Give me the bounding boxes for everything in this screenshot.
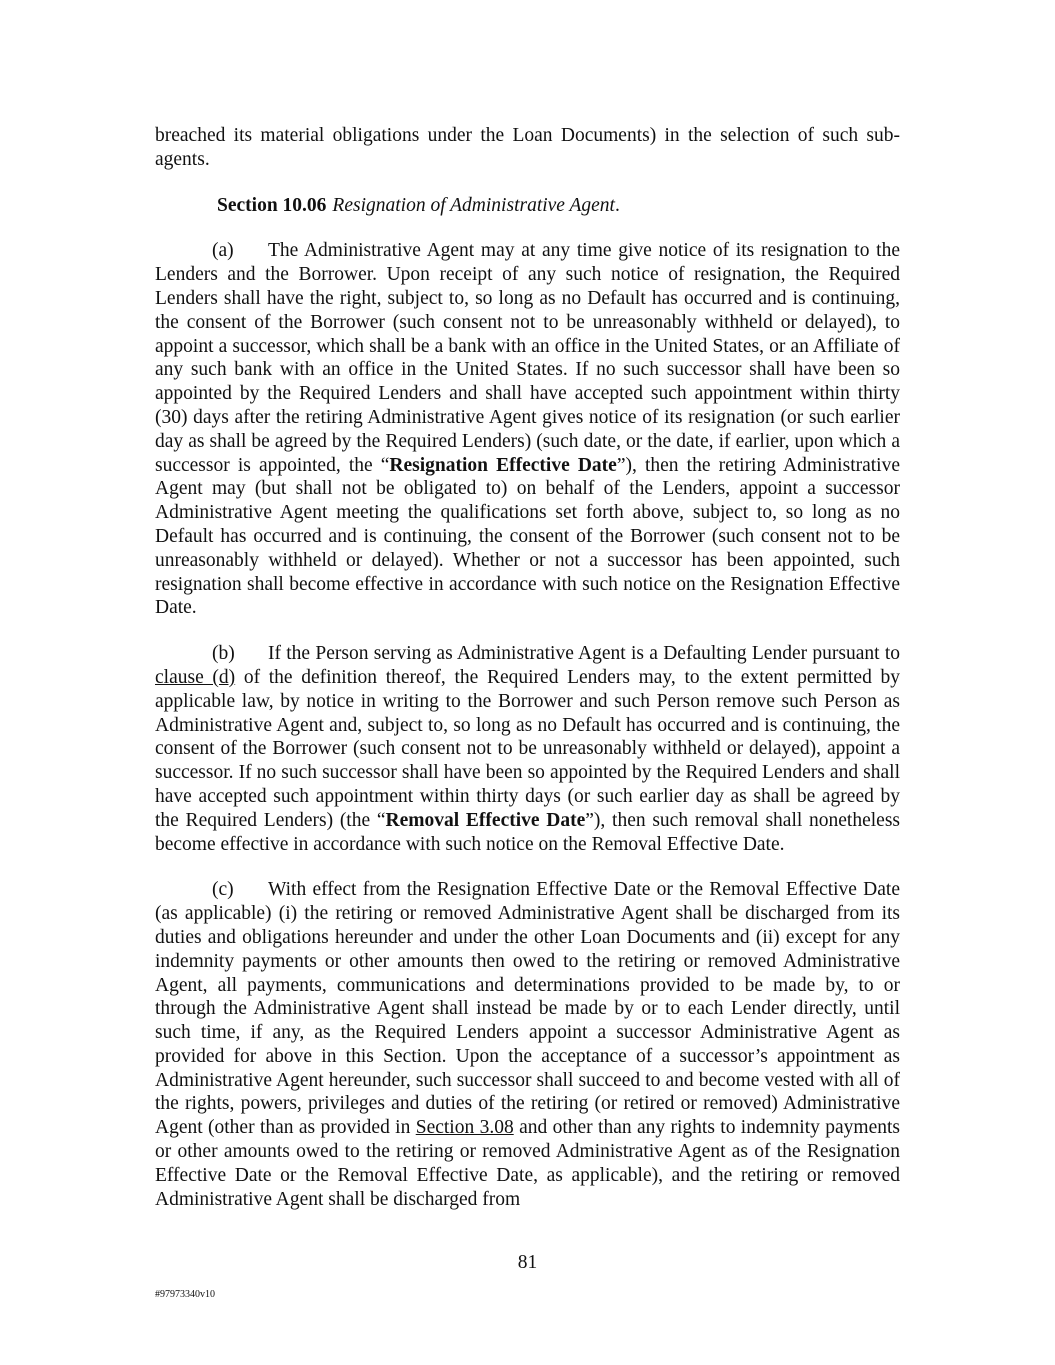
- paragraph-a-text-1: The Administrative Agent may at any time give notice of its resignation to the Lenders and the Borrower. Upon receipt of any such notice of resignation, the Required Lenders shall have the right, subject to, so long as no Default has occurred and is continuing, the consent of the Borrower (such consent not to be unreasonably withheld or delayed), to appoint a successor, which shall be a bank with an office in the United States, or an Affiliate of any such bank with an office in the United States. If no such successor shall have been so appointed by the Required Lenders and shall have accepted such appointment within thirty (30) days after the retiring Administrative Agent gives notice of its resignation (or such earlier day as shall be agreed by the Required Lenders) (such date, or the date, if earlier, upon which a successor is appointed, the “: [155, 240, 900, 476]
- document-body: [155, 124, 900, 1211]
- defined-term-resignation-effective-date: Resignation Effective Date: [389, 454, 617, 476]
- paragraph-c-label: (c): [212, 879, 234, 901]
- paragraph-b: [155, 642, 900, 856]
- paragraph-b-text-2: of the definition thereof, the Required Lenders may, to the extent permitted by applicable law, by notice in writing to the Borrower and such Person remove such Person as Administrative Agent and, subject to, so long as no Default has occurred and is continuing, the consent of the Borrower (such consent not to be unreasonably withheld or delayed), appoint a successor. If no such successor shall have been so appointed by the Required Lenders and shall have accepted such appointment within thirty days (or such earlier day as shall be agreed by the Required Lenders) (the “: [155, 666, 900, 831]
- section-3-08-reference: Section 3.08: [415, 1117, 514, 1139]
- defined-term-removal-effective-date: Removal Effective Date: [385, 809, 586, 831]
- paragraph-c-text-2: and other than any rights to indemnity payments or other amounts owed to the retiring or removed Administrative Agent as of the Resignation Effective Date or the Removal Effective Date, as applicable), and the retiring or removed Administrative Agent shall be discharged from: [155, 1117, 900, 1210]
- paragraph-c: [155, 878, 900, 1211]
- section-title: Resignation of Administrative Agent: [332, 194, 615, 216]
- clause-d-reference: clause (d): [155, 666, 236, 688]
- paragraph-b-text-3: ”), then such removal shall nonetheless become effective in accordance with such notice on the Removal Effective Date.: [155, 809, 900, 855]
- paragraph-c-text-1: With effect from the Resignation Effective Date or the Removal Effective Date (as applicable) (i) the retiring or removed Administrative Agent shall be discharged from its duties and obligations hereunder and under the other Loan Documents and (ii) except for any indemnity payments or other amounts then owed to the retiring or removed Administrative Agent, all payments, communications and determinations provided to be made by, to or through the Administrative Agent shall instead be made by or to each Lender directly, until such time, if any, as the Required Lenders appoint a successor Administrative Agent as provided for above in this Section. Upon the acceptance of a successor’s appointment as Administrative Agent hereunder, such successor shall succeed to and become vested with all of the rights, powers, privileges and duties of the retiring (or retired or removed) Administrative Agent (other than as provided in: [155, 879, 900, 1139]
- paragraph-a-text-2: ”), then the retiring Administrative Agent may (but shall not be obligated to) on behalf of the Lenders, appoint a successor Administrative Agent meeting the qualifications set forth above, subject to, so long as no Default has occurred and is continuing, the consent of the Borrower (such consent not to be unreasonably withheld or delayed). Whether or not a successor has been appointed, such resignation shall become effective in accordance with such notice on the Resignation Effective Date.: [155, 454, 900, 619]
- paragraph-a-label: (a): [212, 240, 234, 262]
- paragraph-a: [155, 239, 900, 620]
- intro-paragraph: breached its material obligations under the Loan Documents) in the selection of such sub-agents.: [155, 125, 900, 170]
- page-number: 81: [517, 1252, 538, 1273]
- paragraph-b-label: (b): [212, 643, 235, 665]
- section-heading: [155, 194, 900, 218]
- section-number: Section 10.06: [217, 194, 327, 216]
- paragraph-b-text-1: If the Person serving as Administrative Agent is a Defaulting Lender pursuant to: [268, 643, 900, 665]
- section-title-punct: .: [614, 194, 620, 216]
- document-id: #97973340v10: [155, 1289, 215, 1300]
